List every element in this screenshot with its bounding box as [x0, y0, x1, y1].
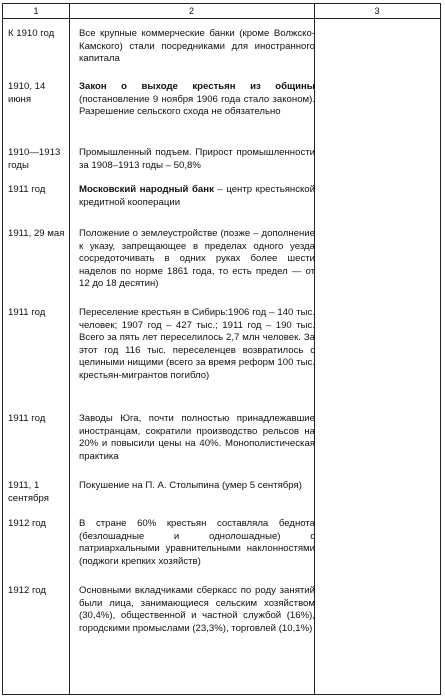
row-date: 1911 год [8, 307, 46, 318]
row-date: 1911 год [8, 184, 46, 195]
row-date: 1912 год [8, 518, 47, 529]
row-date: 1911, 29 мая [8, 228, 65, 239]
row-date: 1910, 14 июня [8, 81, 46, 105]
row-text: Основными вкладчиками сберкасс по роду занятий были лица, занимающиеся сельским хозяйством (30,4%), общественной и частной службой (16%), городскими промыслами (23,3%), торговлей (10,1%) [79, 585, 315, 634]
header-col-2: 2 [188, 6, 194, 16]
row-date: 1910—1913 годы [8, 147, 61, 171]
row-date: 1911 год [8, 413, 46, 424]
row-text: В стране 60% крестьян составляла беднота (безлошадные и однолошадные) с патриархальными уравнительными наклонностями (поджоги крепких хозяйств) [79, 518, 315, 567]
row-text: Закон о выходе крестьян из общины (постановление 9 ноября 1906 года стало законом). Разрешение сельского схода не обязательно [79, 81, 315, 118]
header-col-1: 1 [33, 6, 39, 16]
header-col-3: 3 [374, 6, 380, 16]
header-divider [3, 18, 440, 19]
row-text: Московский народный банк – центр крестьянской кредитной кооперации [79, 184, 315, 208]
row-text: Заводы Юга, почти полностью принадлежавшие иностранцам, сократили производство рельсов на 20% и повысили цены на 40%. Монополистическая практика [79, 413, 315, 462]
row-text: Покушение на П. А. Столыпина (умер 5 сентября) [79, 480, 302, 491]
row-date: 1912 год [8, 585, 47, 596]
row-text: Все крупные коммерческие банки (кроме Волжско-Камского) стали посредниками для иностранного капитала [79, 28, 315, 65]
row-text: Переселение крестьян в Сибирь:1906 год – 140 тыс. человек; 1907 год – 427 тыс.; 1911 год – 190 тыс. Всего за пять лет переселилось 2,7 млн человек. За этот год 116 тыс. переселенцев возвратилось с целиными нищими (всего за время реформ 100 тыс. крестьян-мигрантов погибло) [79, 307, 315, 381]
row-text: Промышленный подъем. Прирост промышленности за 1908–1913 годы – 50,8% [79, 147, 315, 171]
row-date: 1911, 1 сентября [8, 480, 49, 504]
row-text: Положение о землеустройстве (позже – дополнение к указу, запрещающее в пределах одного уезда сосредоточивать в одних руках более шести наделов по норме 1861 года, то есть предел — от 12 до 18 десятин) [79, 228, 315, 290]
chronology-table [2, 3, 441, 695]
row-date: К 1910 год [8, 28, 55, 39]
